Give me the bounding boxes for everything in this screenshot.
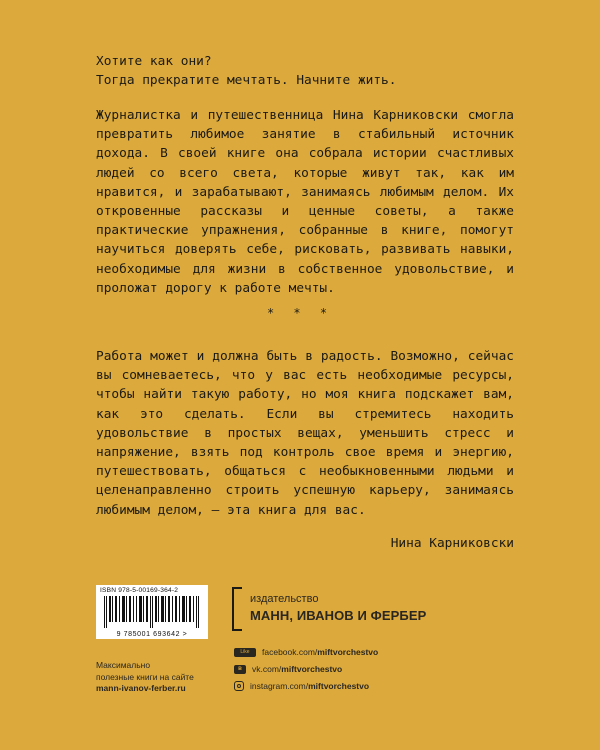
intro-block xyxy=(96,52,516,90)
barcode-digits: 9 785001 693642 > xyxy=(116,631,188,638)
barcode-bars-graphic xyxy=(100,596,204,628)
vk-url-prefix: vk.com/ xyxy=(252,664,282,674)
facebook-url-prefix: facebook.com/ xyxy=(262,647,318,657)
publisher-website-link[interactable]: mann-ivanov-ferber.ru xyxy=(96,683,186,693)
publisher-label: издательство xyxy=(250,593,319,605)
promo-line-1: Максимально xyxy=(96,660,151,670)
publisher-bracket-logo xyxy=(232,587,242,631)
vk-icon: в xyxy=(234,665,246,674)
promo-line-2: полезные книги на сайте xyxy=(96,671,194,682)
intro-line-1: Хотите как они? xyxy=(96,54,212,69)
instagram-icon xyxy=(234,681,244,691)
publisher-name: МАНН, ИВАНОВ И ФЕРБЕР xyxy=(250,608,427,623)
vk-link[interactable] xyxy=(234,664,342,674)
isbn-barcode xyxy=(96,585,208,639)
facebook-handle: miftvorchestvo xyxy=(317,647,379,657)
intro-line-2: Тогда прекратите мечтать. Начните жить. xyxy=(96,73,397,89)
section-separator: * * * xyxy=(266,306,334,320)
description-paragraph-2: Работа может и должна быть в радость. Возможно, сейчас вы сомневаетесь, что у вас есть необходимые ресурсы, чтобы найти такую работу, но моя книга подскажет вам, как это сделать. Если вы стремитесь находить удовольствие в простых вещах, уменьшить стресс и напряжение, взять под контроль свое время и энергию, путешествовать, общаться с необыкновенными людьми и целенаправленно строить успешную карьеру, занимаясь любимым делом, — эта книга для вас. xyxy=(96,349,514,518)
instagram-link[interactable] xyxy=(234,681,369,691)
publisher-promo xyxy=(96,660,194,695)
instagram-url-prefix: instagram.com/ xyxy=(250,681,309,691)
vk-handle: miftvorchestvo xyxy=(281,664,343,674)
instagram-handle: miftvorchestvo xyxy=(308,681,370,691)
author-signature: Нина Карниковски xyxy=(390,536,514,551)
description-paragraph-1: Журналистка и путешественница Нина Карниковски смогла превратить любимое занятие в стабильный источник дохода. В своей книге она собрала истории счастливых людей со всего света, которые живут так, как им нравится, и зарабатывают, занимаясь любимым делом. Их откровенные рассказы и ценные советы, а также практические упражнения, собранные в книге, помогут научиться доверять себе, рисковать, развивать навыки, необходимые для жизни в собственное удовольствие, и проложат дорогу к работе мечты. xyxy=(96,108,514,296)
isbn-number: ISBN 978-5-00169-364-2 xyxy=(100,587,179,594)
facebook-link[interactable] xyxy=(234,647,378,657)
facebook-like-icon: Like xyxy=(234,648,256,657)
